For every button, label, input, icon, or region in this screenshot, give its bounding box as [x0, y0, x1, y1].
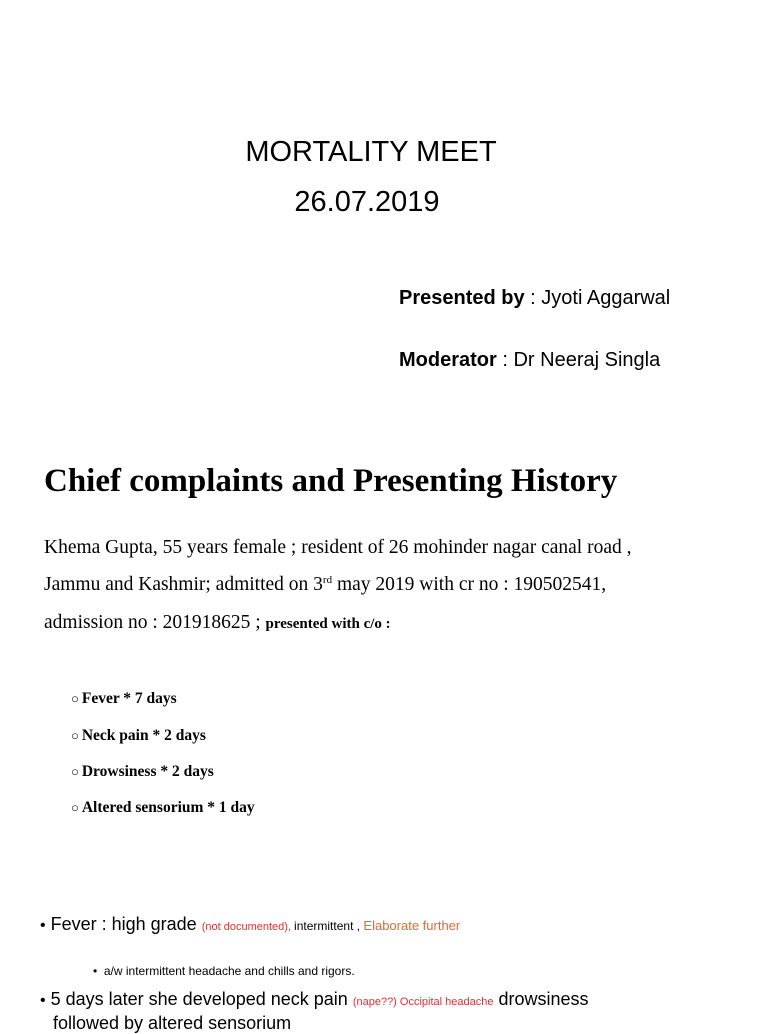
complaint-item: [71, 799, 255, 817]
note-main: Fever : high grade: [50, 914, 202, 934]
note-annotation-red: (nape??) Occipital headache: [352, 996, 494, 1008]
circle-bullet-icon: ○: [71, 800, 79, 815]
history-line-2-pre: Jammu and Kashmir; admitted on 3: [44, 574, 323, 595]
complaint-text: Altered sensorium * 1 day: [81, 799, 255, 816]
note-sub-bullet: [93, 964, 355, 978]
bullet-dot-icon: •: [40, 992, 46, 1009]
history-line-2: [44, 574, 606, 596]
history-line-3-main: admission no : 201918625 ;: [44, 612, 266, 633]
complaint-text: Fever * 7 days: [81, 690, 177, 707]
note-bullet-neck-pain: [40, 989, 589, 1010]
complaint-item: [71, 727, 206, 745]
complaint-item: [71, 690, 177, 708]
section-heading: Chief complaints and Presenting History: [44, 463, 618, 499]
ordinal-suffix: rd: [322, 574, 333, 586]
bullet-dot-icon: •: [40, 917, 46, 934]
note-sub-text: a/w intermittent headache and chills and rigors.: [103, 964, 355, 978]
moderator-value: : Dr Neeraj Singla: [496, 349, 661, 371]
history-line-1: Khema Gupta, 55 years female ; resident of 26 mohinder nagar canal road ,: [44, 537, 632, 558]
note-tail: drowsiness: [493, 989, 589, 1009]
note-annotation-orange: Elaborate further: [363, 918, 461, 933]
sub-bullet-dot-icon: •: [93, 964, 104, 978]
moderator-label: Moderator: [399, 349, 497, 371]
slide-title: MORTALITY MEET: [245, 136, 497, 168]
circle-bullet-icon: ○: [71, 691, 79, 706]
note-main: 5 days later she developed neck pain: [50, 989, 353, 1009]
presented-by-line: [399, 287, 670, 310]
slide-date: 26.07.2019: [294, 186, 440, 218]
complaint-text: Drowsiness * 2 days: [81, 763, 214, 780]
complaint-text: Neck pain * 2 days: [81, 727, 206, 744]
history-line-3-small: presented with c/o :: [265, 616, 391, 632]
note-continuation: followed by altered sensorium: [53, 1013, 292, 1033]
complaint-item: [71, 763, 214, 781]
history-line-2-post: may 2019 with cr no : 190502541,: [332, 574, 607, 595]
presented-by-value: : Jyoti Aggarwal: [524, 287, 671, 309]
circle-bullet-icon: ○: [71, 728, 79, 743]
moderator-line: [399, 349, 660, 372]
note-bullet-fever: [40, 914, 460, 935]
circle-bullet-icon: ○: [71, 764, 79, 779]
note-small: intermittent ,: [294, 919, 364, 933]
note-annotation-red: (not documented),: [201, 921, 295, 933]
presented-by-label: Presented by: [399, 287, 525, 309]
history-line-3: [44, 612, 391, 634]
